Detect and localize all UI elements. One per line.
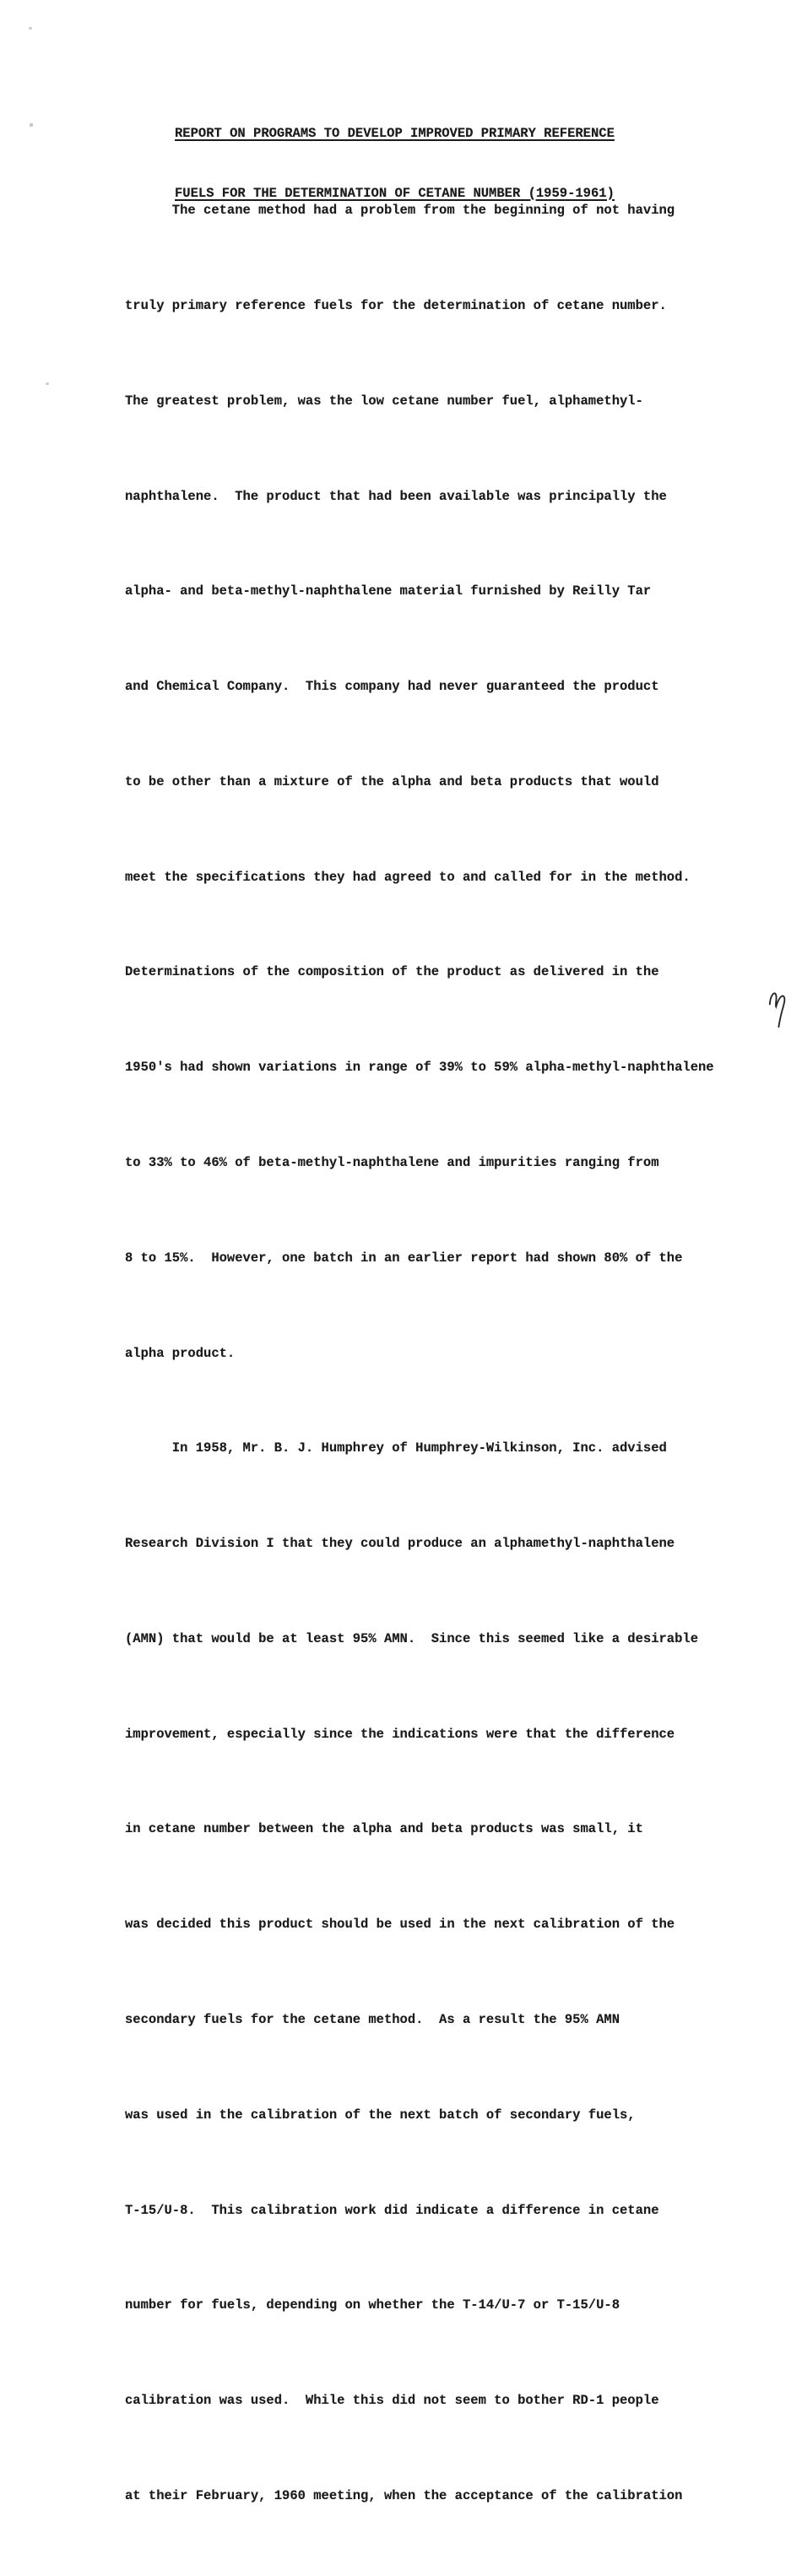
text-line: 8 to 15%. However, one batch in an earlier report had shown 80% of the xyxy=(125,1250,683,1266)
text-line: 1950's had shown variations in range of 39% to 59% alpha-methyl-naphthalene xyxy=(125,1060,714,1076)
text-line: was decided this product should be used in the next calibration of the xyxy=(125,1917,675,1933)
text-line: number for fuels, depending on whether the T-14/U-7 or T-15/U-8 xyxy=(125,2297,620,2313)
scan-speck xyxy=(29,27,32,30)
report-title-line-2: FUELS FOR THE DETERMINATION OF CETANE NUMBER (1959-1961) xyxy=(175,185,615,201)
text-line: alpha- and beta-methyl-naphthalene material furnished by Reilly Tar xyxy=(125,583,652,599)
text-line: T-15/U-8. This calibration work did indicate a difference in cetane xyxy=(125,2202,659,2218)
text-line: The greatest problem, was the low cetane number fuel, alphamethyl- xyxy=(125,393,643,409)
text-line: The cetane method had a problem from the beginning of not having xyxy=(125,203,675,219)
text-line: to 33% to 46% of beta-methyl-naphthalene and impurities ranging from xyxy=(125,1155,659,1170)
body-text xyxy=(125,132,767,2576)
text-line: at their February, 1960 meeting, when the acceptance of the calibration xyxy=(125,2487,683,2503)
text-line: In 1958, Mr. B. J. Humphrey of Humphrey-Wilkinson, Inc. advised xyxy=(125,1440,667,1456)
text-line: Research Division I that they could produce an alphamethyl-naphthalene xyxy=(125,1536,675,1552)
handwritten-page-number xyxy=(764,988,791,1028)
text-line: secondary fuels for the cetane method. As a result the 95% AMN xyxy=(125,2012,620,2028)
scan-speck xyxy=(30,123,33,127)
text-line: naphthalene. The product that had been available was principally the xyxy=(125,488,667,504)
text-line: was used in the calibration of the next batch of secondary fuels, xyxy=(125,2107,636,2123)
text-line: alpha product. xyxy=(125,1345,236,1361)
text-line: meet the specifications they had agreed to and called for in the method. xyxy=(125,869,691,885)
text-line: improvement, especially since the indications were that the difference xyxy=(125,1726,675,1742)
text-line: Determinations of the composition of the product as delivered in the xyxy=(125,964,659,980)
text-line: and Chemical Company. This company had never guaranteed the product xyxy=(125,679,659,695)
text-line: to be other than a mixture of the alpha and beta products that would xyxy=(125,773,659,789)
text-line: truly primary reference fuels for the determination of cetane number. xyxy=(125,297,667,313)
text-line: calibration was used. While this did not seem to bother RD-1 people xyxy=(125,2393,659,2409)
text-line: (AMN) that would be at least 95% AMN. Since this seemed like a desirable xyxy=(125,1630,699,1646)
text-line: in cetane number between the alpha and beta products was small, it xyxy=(125,1821,643,1837)
report-title-line-1: REPORT ON PROGRAMS TO DEVELOP IMPROVED PRIMARY REFERENCE xyxy=(175,126,615,141)
scan-speck xyxy=(46,382,49,385)
